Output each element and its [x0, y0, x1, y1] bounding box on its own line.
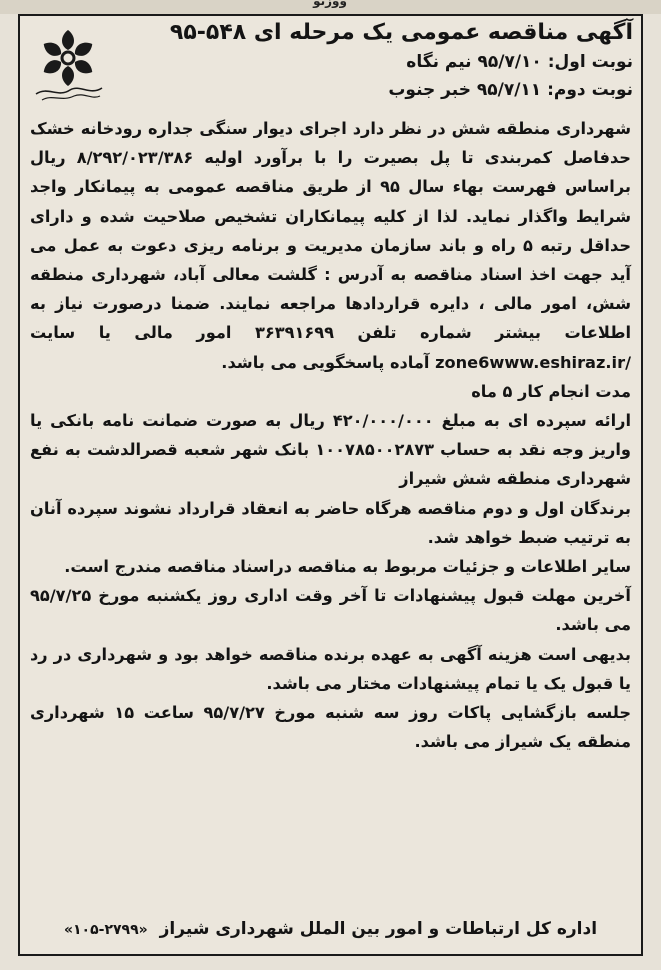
- paragraph-deposit: ارائه سپرده ای به مبلغ ۴۲۰/۰۰۰/۰۰۰ ریال به صورت ضمانت نامه بانکی یا واریز وجه نقد به حساب ۱۰۰۷۸۵۰۰۲۸۷۳ بانک شهر شعبه قصرالدشت به نفع شهرداری منطقه شش شیراز: [30, 411, 631, 489]
- paragraph-details: سایر اطلاعات و جزئیات مربوط به مناقصه دراسناد مناقصه مندرج است.: [64, 557, 631, 577]
- issuer-name: اداره کل ارتباطات و امور بین الملل شهرداری شیراز: [159, 919, 598, 939]
- paragraph-intro-text: شهرداری منطقه شش در نظر دارد اجرای دیوار سنگی جداره رودخانه خشک حدفاصل کمربندی تا پل بصیرت را با برآورد اولیه ۸/۲۹۲/۰۲۳/۳۸۶ ریال براساس فهرست بهاء سال ۹۵ از طریق مناقصه عمومی به پیمانکار واجد شرایط واگذار نماید. لذا از کلیه پیمانکاران تشخیص صلاحیت شده و دارای حداقل رتبه ۵ راه و باند سازمان مدیریت و برنامه ریزی دعوت به عمل می آید جهت اخذ اسناد مناقصه به آدرس : گلشت معالی آباد، شهرداری منطقه شش، امور مالی ، دایره قراردادها مراجعه نمایند. ضمنا درصورت نیاز به اطلاعات بیشتر شماره تلفن ۳۶۳۹۱۶۹۹ امور مالی یا سایت: [30, 119, 631, 343]
- paragraph-deadline: آخرین مهلت قبول پیشنهادات تا آخر وقت اداری روز یکشنبه مورخ ۹۵/۷/۲۵ می باشد.: [30, 586, 631, 635]
- notice-footer: [30, 915, 631, 944]
- paragraph-duration: مدت انجام کار ۵ ماه: [471, 381, 631, 401]
- shiraz-municipality-logo: [28, 24, 108, 106]
- paragraph-opening: جلسه بازگشایی پاکات روز سه شنبه مورخ ۹۵/۷/۲۷ ساعت ۱۵ شهرداری منطقه یک شیراز می باشد.: [30, 703, 631, 752]
- second-publication: نوبت دوم: ۹۵/۷/۱۱ خبر جنوب: [388, 80, 633, 100]
- notice-frame: [18, 14, 643, 956]
- notice-code: «۲۷۹۹-۱۰۵»: [63, 922, 148, 938]
- notice-title: آگهی مناقصه عمومی یک مرحله ای ۵۴۸-۹۵: [169, 20, 633, 45]
- paragraph-intro-end: آماده پاسخگویی می باشد.: [221, 352, 430, 372]
- paragraph-winners: برندگان اول و دوم مناقصه هرگاه حاضر به انعقاد قرارداد نشوند سپرده آنان به ترتیب ضبط خواهد شد.: [30, 498, 631, 547]
- notice-body: [30, 114, 631, 756]
- first-publication: نوبت اول: ۹۵/۷/۱۰ نیم نگاه: [406, 52, 633, 72]
- notice-header: [123, 18, 633, 104]
- paragraph-cost: بدیهی است هزینه آگهی به عهده برنده مناقصه خواهد بود و شهرداری در رد یا قبول یک یا تمام پیشنهادات مختار می باشد.: [30, 644, 631, 693]
- top-fragment-text: ووزنو: [313, 0, 347, 8]
- website-link: zone6www.eshiraz.ir/: [435, 352, 631, 372]
- paragraph-intro: [30, 114, 631, 377]
